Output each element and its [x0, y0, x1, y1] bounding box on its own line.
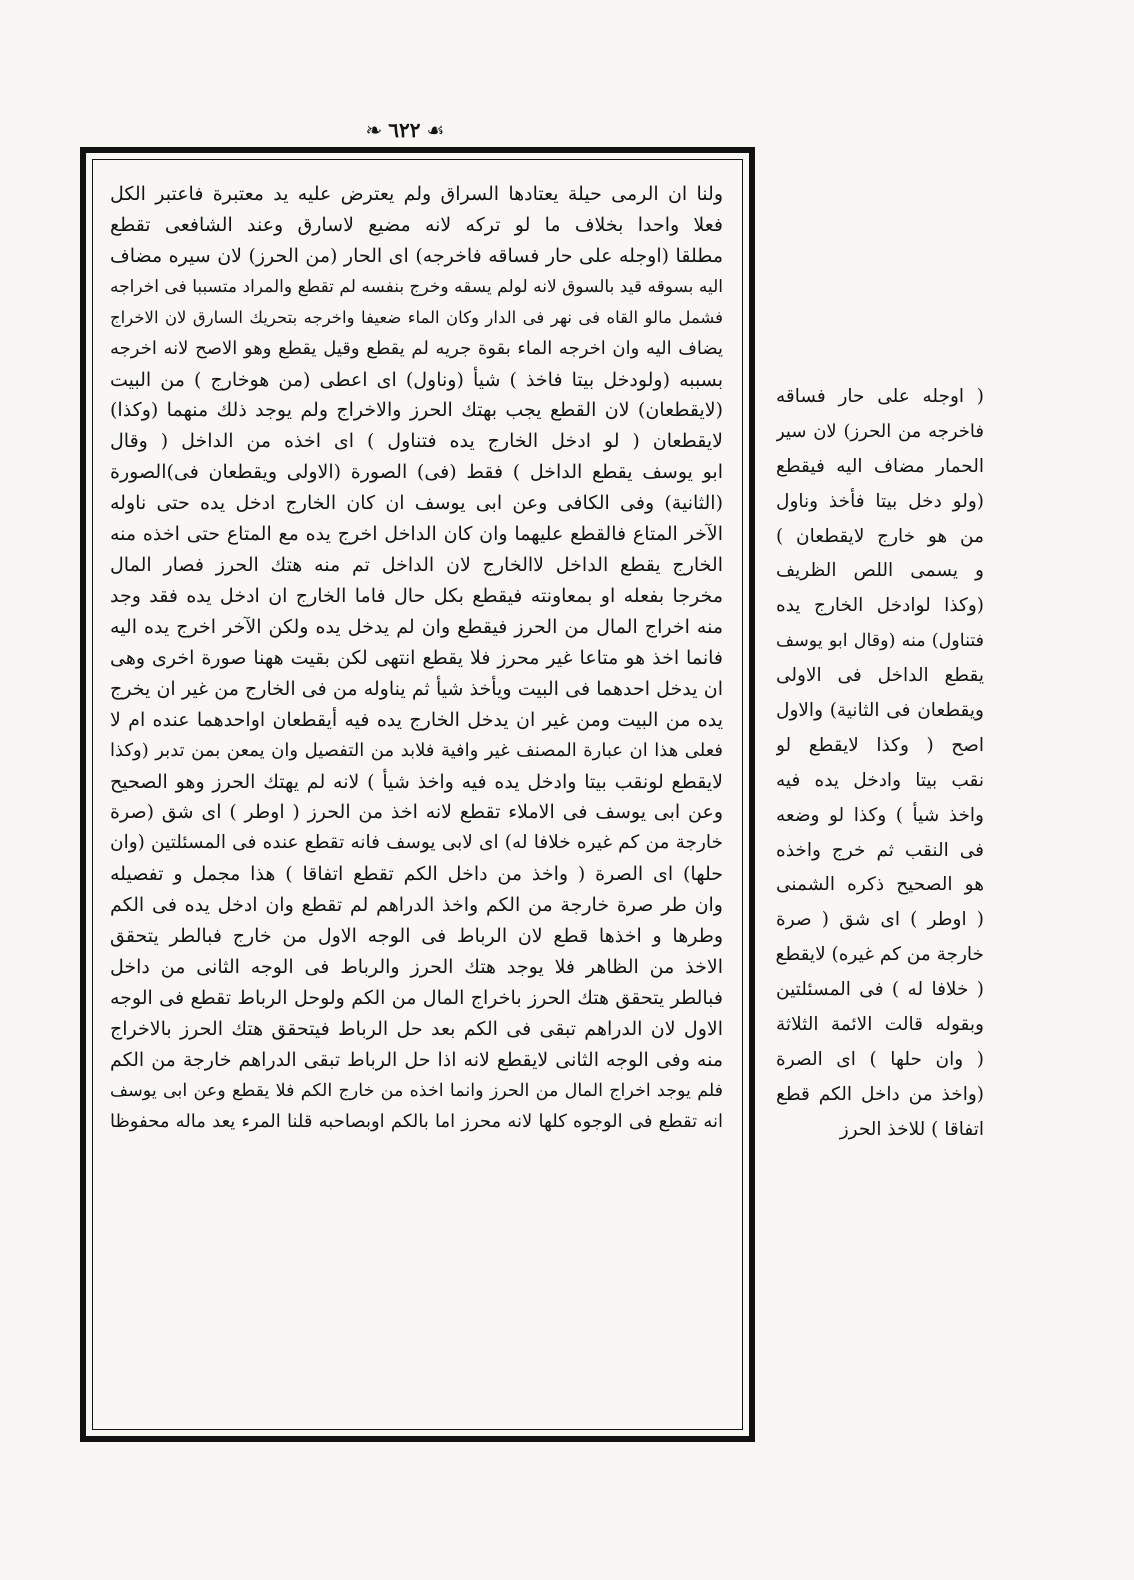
- margin-commentary: [776, 380, 984, 1148]
- margin-text-line: ( اوجله على حار فساقه: [776, 386, 984, 407]
- margin-text-line: خارجة من كم غيره) لايقطع: [776, 944, 984, 966]
- main-text-line: فلم يوجد اخراج المال من الحرز وانما اخذه من خارج الكم فلا يقطع وعن ابى يوسف: [110, 1080, 723, 1101]
- page-number: [335, 115, 475, 145]
- main-text-frame: [80, 147, 755, 1442]
- main-text-line: فعلى هذا ان عبارة المصنف غير وافية فلابد من التفصيل وان يمعن بمن تدبر (وكذا: [110, 739, 723, 761]
- main-text-line: وطرها و اخذها قطع لان الرباط فى الوجه الاول من خارج فبالطر يتحقق: [110, 925, 723, 948]
- main-text-line: لايقطع لونقب بيتا وادخل يده فيه واخذ شيأ ) لانه لم يهتك الحرز وهو الصحيح: [110, 770, 723, 793]
- margin-text-line: (واخذ من داخل الكم قطع: [776, 1083, 984, 1105]
- main-text-line: وعن ابى يوسف فى الاملاء تقطع لانه اخذ من الحرز ( اوطر ) اى شق (صرة: [110, 801, 723, 824]
- main-text-line: منه اخراج المال من الحرز فيقطع وان لم يدخل يده ولكن الآخر اخرج يده اليه: [110, 615, 723, 638]
- main-text-line: ان يدخل احدهما فى البيت ويأخذ شيأ ثم يناوله من فى الخارج من غير ان يخرج: [110, 677, 723, 700]
- margin-text-line: هو الصحيح ذكره الشمنى: [776, 874, 984, 896]
- main-text-line: خارجة من كم غيره خلافا له) اى لابى يوسف فانه تقطع عنده فى المسئلتين (وان: [110, 832, 723, 854]
- main-text-line: يده من البيت ومن غير ان يدخل الخارج يده فيه أيقطعان اواحدهما عنده ام لا: [110, 708, 723, 731]
- main-text-line: ولنا ان الرمى حيلة يعتادها السراق ولم يعترض عليه يد معتبرة فاعتبر الكل: [110, 183, 723, 205]
- main-text-line: مطلقا (اوجله على حار فساقه فاخرجه) اى الحار (من الحرز) لان سيره مضاف: [110, 244, 723, 267]
- margin-text-line: (ولو دخل بيتا فأخذ وناول: [776, 490, 984, 512]
- margin-text-line: الحمار مضاف اليه فيقطع: [776, 455, 984, 477]
- margin-text-line: ( خلافا له ) فى المسئلتين: [776, 979, 984, 1001]
- main-text-line: فشمل مالو القاه فى نهر فى الدار وكان الماء ضعيفا واخرجه بتحريك السارق لان الاخراج: [110, 307, 723, 327]
- margin-text-line: و يسمى اللص الظريف: [776, 560, 984, 582]
- margin-text-line: فى النقب ثم خرج واخذه: [776, 839, 984, 861]
- margin-text-line: نقب بيتا وادخل يده فيه: [776, 769, 984, 791]
- margin-text-line: ( وان حلها ) اى الصرة: [776, 1048, 984, 1070]
- ornament-icon: ❧: [365, 118, 383, 142]
- main-text-line: الاول لان الدراهم تبقى فى الكم بعد حل الرباط فيتحقق هتك الحرز بالاخراج: [110, 1017, 723, 1040]
- margin-text-line: واخذ شيأ ) وكذا لو وضعه: [776, 804, 984, 826]
- margin-text-line: من هو خارج لايقطعان ): [776, 525, 984, 547]
- main-text-line: الخارج يقطع الداخل لاالخارج لان الداخل تم منه هتك الحرز فصار المال: [110, 554, 723, 577]
- main-text-line: الاخذ من الظاهر فلا يوجد هتك الحرز والرباط فى الوجه الثانى من داخل: [110, 956, 723, 979]
- main-text-line: فعلا واحدا بخلاف ما لو تركه لانه مضيع لاسارق وعند الشافعى تقطع: [110, 213, 723, 236]
- margin-text-line: وبقوله قالت الائمة الثلاثة: [776, 1014, 984, 1036]
- margin-text-line: اصح ( وكذا لايقطع لو: [776, 734, 984, 756]
- ornament-icon: ☙: [426, 118, 445, 142]
- main-text-line: يضاف اليه وان اخرجه الماء بقوة جريه لم يقطع وقيل يقطع وهو الاصح لانه اخرجه: [110, 337, 723, 359]
- main-text-line: لايقطعان ( لو ادخل الخارج يده فتناول ) اى اخذه من الداخل ( وقال: [110, 430, 723, 453]
- main-text-line: (الثانية) وفى الكافى وعن ابى يوسف ان كان الخارج ادخل يده حتى ناوله: [110, 492, 723, 515]
- margin-text-line: ( اوطر ) اى شق ( صرة: [776, 909, 984, 931]
- margin-text-line: ويقطعان فى الثانية) والاول: [776, 700, 984, 722]
- page-number-text: ٦٢٢: [388, 118, 421, 142]
- main-text-line: مخرجا بفعله او بمعاونته فيقطع بكل حال فاما الخارج ان ادخل يده فقد وجد: [110, 584, 723, 607]
- main-text-line: حلها) اى الصرة ( واخذ من داخل الكم تقطع اتفاقا ) هذا مجمل و تفصيله: [110, 863, 723, 886]
- main-text-line: ابو يوسف يقطع الداخل ) فقط (فى) الصورة (الاولى ويقطعان فى)الصورة: [110, 461, 723, 484]
- main-text-line: الآخر المتاع فالقطع عليهما وان كان الداخل اخرج يده مع المتاع حتى اخذه منه: [110, 523, 723, 546]
- margin-text-line: اتفاقا ) للاخذ الحرز: [839, 1118, 984, 1140]
- main-text-block: [110, 179, 723, 1138]
- margin-text-line: يقطع الداخل فى الاولى: [776, 665, 984, 687]
- margin-text-line: فتناول) منه (وقال ابو يوسف: [776, 631, 984, 652]
- margin-text-line: فاخرجه من الحرز) لان سير: [776, 420, 984, 442]
- main-text-line: وان طر صرة خارجة من الكم واخذ الدراهم لم تقطع وان ادخل يده فى الكم: [110, 894, 723, 917]
- main-text-line: فبالطر يتحقق هتك الحرز باخراج المال من الكم ولوحل الرباط تقطع فى الوجه: [110, 986, 723, 1009]
- main-text-line: فانما اخذ هو متاعا غير محرز فلا يقطع انتهى لكن بقيت ههنا صورة اخرى وهى: [110, 646, 723, 669]
- main-text-line: انه تقطع فى الوجوه كلها لانه محرز اما بالكم اوبصاحبه قلنا المرء يعد ماله محفوظا: [110, 1110, 723, 1132]
- margin-text-line: (وكذا لوادخل الخارج يده: [776, 595, 984, 617]
- main-text-line: بسببه (ولودخل بيتا فاخذ ) شيأ (وناول) اى اعطى (من هوخارج ) من البيت: [110, 368, 723, 391]
- main-text-line: منه وفى الوجه الثانى لايقطع لانه اذا حل الرباط تبقى الدراهم خارجة من الكم: [110, 1048, 723, 1071]
- main-text-line: اليه بسوقه قيد بالسوق لانه لولم يسقه وخرج بنفسه لم تقطع والمراد متسببا فى اخراجه: [110, 276, 723, 297]
- main-text-line: (لايقطعان) لان القطع يجب بهتك الحرز والاخراج ولم يوجد ذلك منهما (وكذا): [110, 399, 723, 422]
